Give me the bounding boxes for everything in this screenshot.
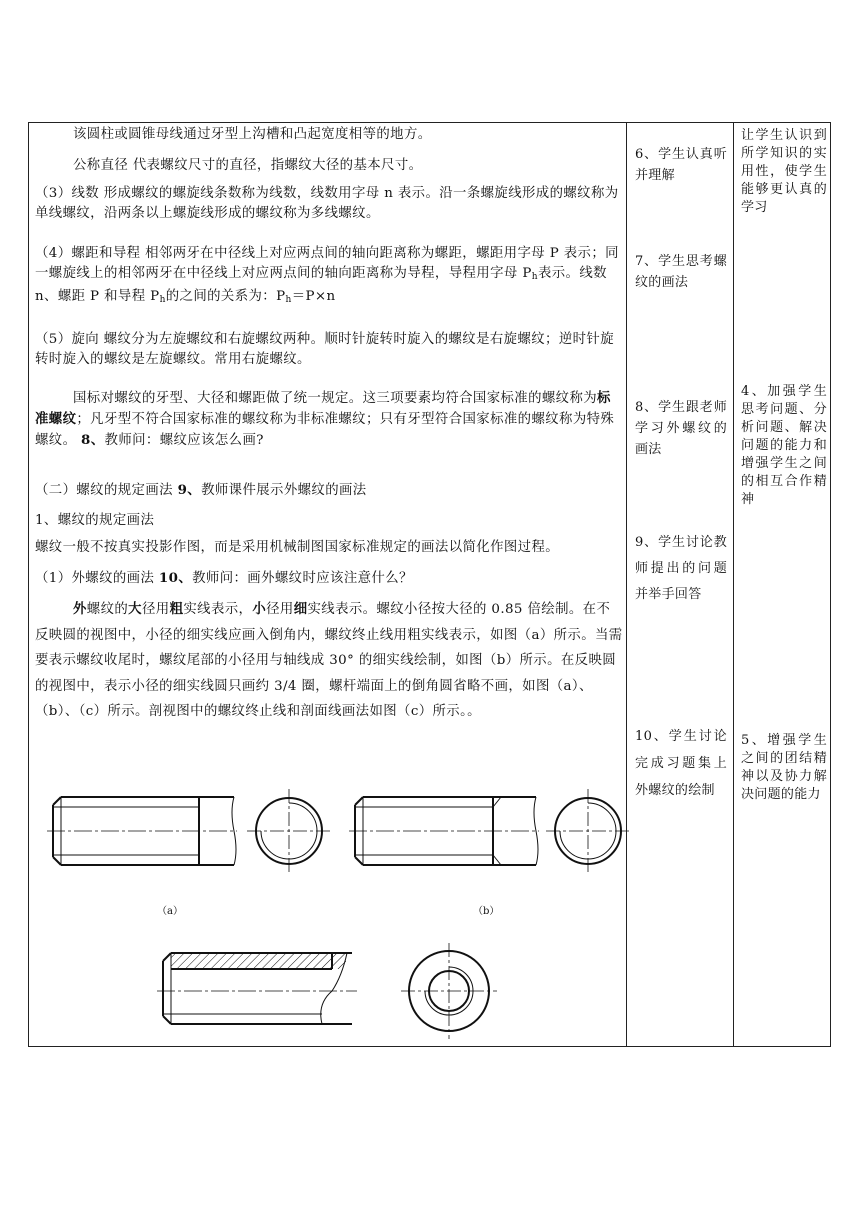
- design-intent-column: [733, 123, 832, 1046]
- figure-a-end-view: [245, 788, 335, 874]
- section-heading-drawing-method: （二）螺纹的规定画法 9、教师课件展示外螺纹的画法: [35, 482, 367, 498]
- paragraph-drawing-intro: 螺纹一般不按真实投影作图，而是采用机械制图国家标准规定的画法以简化作图过程。: [35, 540, 560, 555]
- paragraph-pitch-diameter: 该圆柱或圆锥母线通过牙型上沟槽和凸起宽度相等的地方。: [73, 127, 432, 142]
- student-activity-column: [627, 123, 733, 1046]
- paragraph-external-thread-rules: 外螺纹的大径用粗实线表示，小径用细实线表示。螺纹小径按大径的 0.85 倍绘制。在不反映圆的视图中，小径的细实线应画入倒角内，螺纹终止线用粗实线表示，如图（a）所示。当需要表示螺纹收尾时，螺纹尾部的小径用与轴线成 30° 的细实线绘制，如图（b）所示。在反映圆的视图中，表示小径的细实线圆只画约 3/4 圈，螺杆端面上的倒角圆省略不画，如图（a）、（b）、（c）所示。剖视图中的螺纹终止线和剖面线画法如图（c）所示。。: [35, 601, 623, 719]
- figure-b-end-view: [544, 788, 634, 874]
- paragraph-thread-count: （3）线数 形成螺纹的螺旋线条数称为线数，线数用字母 n 表示。沿一条螺旋线形成的螺纹称为单线螺纹，沿两条以上螺旋线形成的螺纹称为多线螺纹。: [35, 186, 619, 221]
- paragraph-pitch-lead: （4）螺距和导程 相邻两牙在中径线上对应两点间的轴向距离称为螺距，螺距用字母 P 表示；同一螺旋线上的相邻两牙在中径线上对应两点间的轴向距离称为导程，导程用字母 $P_h$表示。线数 n、螺距 P 和导程 $P_h$的之间的关系为：$P_h=P\times n$: [35, 246, 619, 305]
- student-activity-item: 8、学生跟老师学习外螺纹的画法: [635, 400, 727, 457]
- paragraph-nominal-diameter: 公称直径 代表螺纹尺寸的直径，指螺纹大径的基本尺寸。: [73, 158, 423, 173]
- design-intent-item: 让学生认识到所学知识的实用性，使学生能够更认真的学习: [741, 128, 827, 215]
- student-activity-item: 9、学生讨论教师提出的问题并举手回答: [635, 535, 727, 602]
- paragraph-standard-thread: 国标对螺纹的牙型、大径和螺距做了统一规定。这三项要素均符合国家标准的螺纹称为标准螺纹；凡牙型不符合国家标准的螺纹称为非标准螺纹；只有牙型符合国家标准的螺纹称为特殊螺纹。 8、教师问：螺纹应该怎么画?: [35, 390, 615, 448]
- subheading-drawing-rules: 1、螺纹的规定画法: [35, 513, 155, 528]
- figure-a-side-view: [49, 791, 239, 871]
- design-intent-item: 5、增强学生之间的团结精神以及协力解决问题的能力: [741, 733, 827, 802]
- design-intent-item: 4、加强学生思考问题、分析问题、解决问题的能力和增强学生之间的相互合作精神: [741, 384, 827, 507]
- subheading-external-thread: （1）外螺纹的画法 10、教师问：画外螺纹时应该注意什么？: [35, 570, 413, 586]
- figure-a-caption: （a）: [157, 906, 183, 917]
- figure-b-side-view: [351, 791, 541, 871]
- figure-c-end-view: [399, 941, 499, 1041]
- paragraph-direction: （5）旋向 螺纹分为左旋螺纹和右旋螺纹两种。顺时针旋转时旋入的螺纹是右旋螺纹；逆时针旋转时旋入的螺纹是左旋螺纹。常用右旋螺纹。: [35, 332, 614, 367]
- student-activity-item: 6、学生认真听并理解: [635, 147, 727, 183]
- student-activity-item: 10、学生讨论完成习题集上外螺纹的绘制: [635, 729, 727, 798]
- teaching-content-column: [29, 123, 627, 1046]
- lesson-table: [28, 122, 831, 1047]
- figure-c-section-view: [157, 946, 357, 1036]
- figure-b-caption: （b）: [473, 906, 500, 917]
- student-activity-item: 7、学生思考螺纹的画法: [635, 254, 727, 290]
